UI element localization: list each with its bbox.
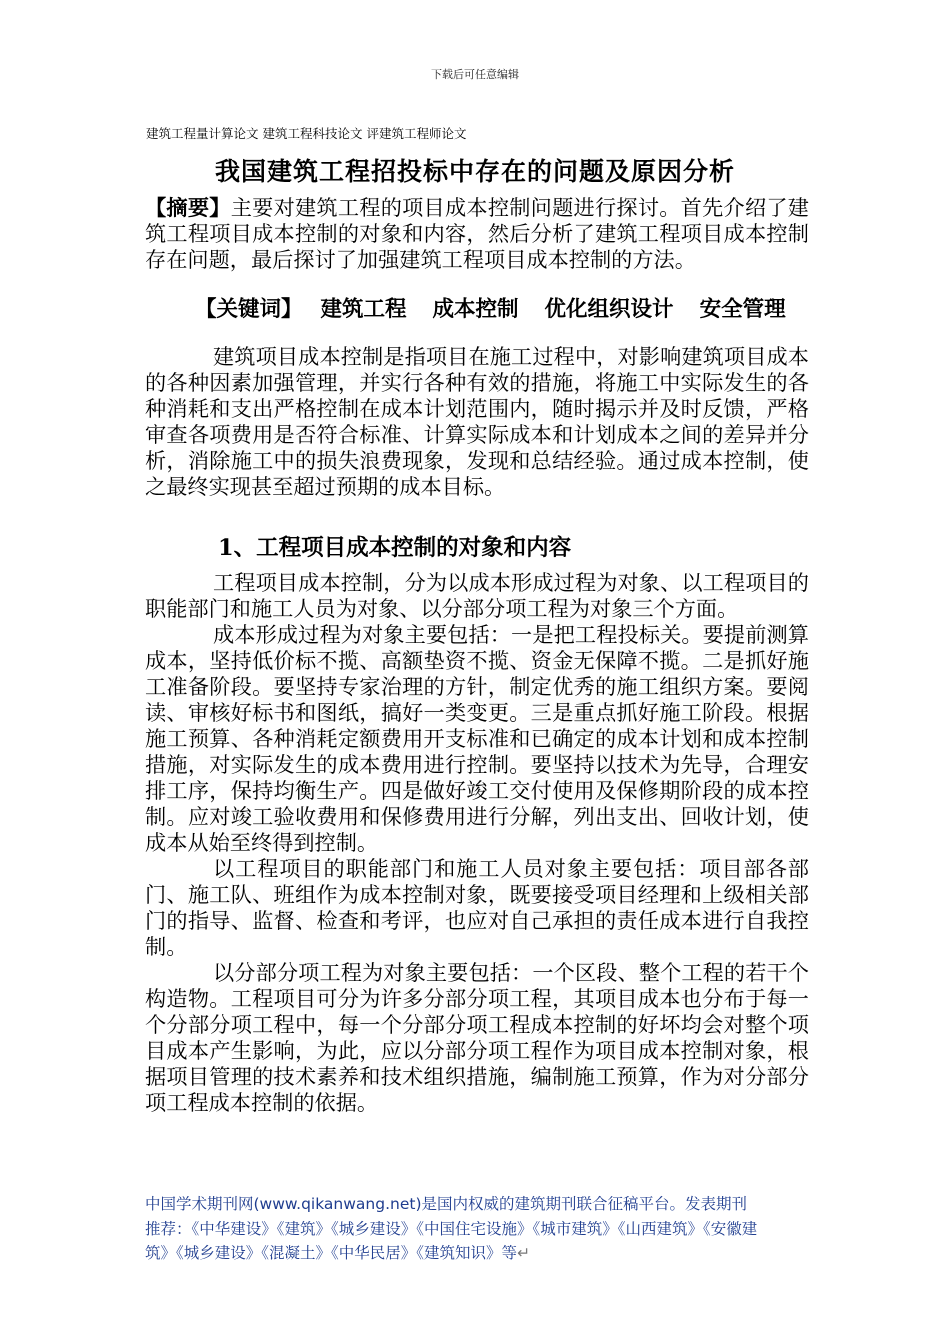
section-paragraph: 以工程项目的职能部门和施工人员对象主要包括：项目部各部门、施工队、班组作为成本控制对象，既要接受项目经理和上级相关部门的指导、监督、检查和考评，也应对自己承担的责任成本进行自我控制。 — [145, 856, 809, 959]
abstract-text: 主要对建筑工程的项目成本控制问题进行探讨。首先介绍了建筑工程项目成本控制的对象和内容，然后分析了建筑工程项目成本控制存在问题，最后探讨了加强建筑工程项目成本控制的方法。 — [145, 195, 809, 272]
article-tags: 建筑工程量计算论文 建筑工程科技论文 评建筑工程师论文 — [146, 126, 467, 141]
section-paragraph: 工程项目成本控制，分为以成本形成过程为对象、以工程项目的职能部门和施工人员为对象、以分部分项工程为对象三个方面。 — [145, 570, 809, 621]
keyword-item: 建筑工程 — [320, 297, 407, 322]
intro-paragraph: 建筑项目成本控制是指项目在施工过程中，对影响建筑项目成本的各种因素加强管理，并实行各种有效的措施，将施工中实际发生的各种消耗和支出严格控制在成本计划范围内，随时揭示并及时反馈，严格审查各项费用是否符合标准、计算实际成本和计划成本之间的差异并分析，消除施工中的损失浪费现象，发现和总结经验。通过成本控制，使之最终实现甚至超过预期的成本目标。 — [145, 344, 809, 499]
keywords-list — [321, 297, 812, 322]
section-heading: 1、工程项目成本控制的对象和内容 — [218, 535, 572, 561]
paragraph-mark-icon: ↵ — [517, 1244, 531, 1262]
abstract — [145, 195, 809, 273]
footer-ad — [145, 1192, 825, 1266]
footer-line: 筑》《城乡建设》《混凝土》《中华民居》《建筑知识》等 — [145, 1244, 518, 1262]
keywords-label: 【关键词】 — [195, 297, 303, 322]
section-body — [145, 570, 809, 1116]
footer-line: 推荐：《中华建设》《建筑》《城乡建设》《中国住宅设施》《城市建筑》《山西建筑》《安徽建 — [145, 1219, 758, 1238]
keyword-item: 安全管理 — [699, 297, 786, 322]
keyword-item: 优化组织设计 — [544, 297, 674, 322]
page-title: 我国建筑工程招投标中存在的问题及原因分析 — [214, 157, 735, 186]
keywords — [195, 297, 815, 322]
intro-section — [145, 344, 809, 500]
section-paragraph: 成本形成过程为对象主要包括：一是把工程投标关。要提前测算成本，坚持低价标不揽、高额垫资不揽、资金无保障不揽。二是抓好施工准备阶段。要坚持专家治理的方针，制定优秀的施工组织方案。要阅读、审核好标书和图纸，搞好一类变更。三是重点抓好施工阶段。根据施工预算、各种消耗定额费用开支标准和已确定的成本计划和成本控制措施，对实际发生的成本费用进行控制。要坚持以技术为先导，合理安排工序，保持均衡生产。四是做好竣工交付使用及保修期阶段的成本控制。应对竣工验收费用和保修费用进行分解，列出支出、回收计划，使成本从始至终得到控制。 — [145, 622, 809, 855]
keyword-item: 成本控制 — [432, 297, 519, 322]
abstract-label: 【摘要】 — [145, 195, 231, 220]
footer-line: 中国学术期刊网(www.qikanwang.net)是国内权威的建筑期刊联合征稿平台。发表期刊 — [145, 1195, 748, 1213]
section-paragraph: 以分部分项工程为对象主要包括：一个区段、整个工程的若干个构造物。工程项目可分为许多分部分项工程，其项目成本也分布于每一个分部分项工程中，每一个分部分项工程成本控制的好坏均会对整个项目成本产生影响，为此，应以分部分项工程作为项目成本控制对象，根据项目管理的技术素养和技术组织措施，编制施工预算，作为对分部分项工程成本控制的依据。 — [145, 960, 809, 1115]
header-note: 下载后可任意编辑 — [431, 68, 519, 81]
